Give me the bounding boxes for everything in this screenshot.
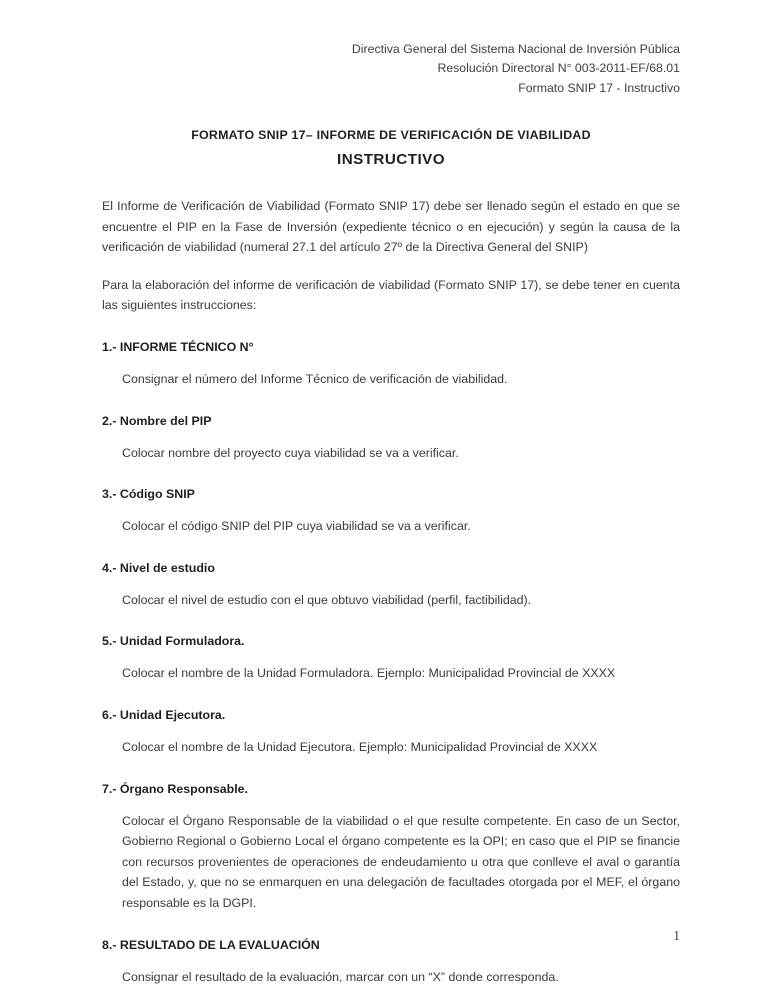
section-7-heading: 7.- Órgano Responsable.	[102, 781, 248, 796]
page-number: 1	[673, 928, 680, 943]
header-line-formato: Formato SNIP 17 - Instructivo	[518, 80, 680, 95]
section-2-body: Colocar nombre del proyecto cuya viabilidad se va a verificar.	[122, 445, 459, 460]
section-8-body: Consignar el resultado de la evaluación, marcar con un “X” donde corresponda.	[122, 969, 559, 984]
title-block	[102, 127, 680, 169]
section-2	[102, 413, 680, 464]
section-5-body: Colocar el nombre de la Unidad Formuladora. Ejemplo: Municipalidad Provincial de XXXX	[122, 666, 616, 681]
section-5	[102, 633, 680, 684]
section-8	[102, 937, 680, 988]
section-4-heading: 4.- Nivel de estudio	[102, 560, 215, 575]
section-6	[102, 707, 680, 758]
section-1	[102, 339, 680, 390]
section-5-heading: 5.- Unidad Formuladora.	[102, 634, 245, 649]
section-6-body: Colocar el nombre de la Unidad Ejecutora. Ejemplo: Municipalidad Provincial de XXXX	[122, 739, 598, 754]
document-title: FORMATO SNIP 17– INFORME DE VERIFICACIÓN DE VIABILIDAD	[191, 128, 591, 142]
header-line-directiva: Directiva General del Sistema Nacional de Inversión Pública	[351, 42, 680, 56]
document-header	[102, 40, 680, 98]
section-1-body: Consignar el número del Informe Técnico de verificación de viabilidad.	[122, 371, 508, 386]
section-2-heading: 2.- Nombre del PIP	[102, 413, 212, 428]
intro-paragraph-1: El Informe de Verificación de Viabilidad (Formato SNIP 17) debe ser llenado según el estado en que se encuentre el PIP en la Fase de Inversión (expediente técnico o en ejecución) y según la causa de la verificación de viabilidad (numeral 27.1 del artículo 27º de la Directiva General del SNIP)	[102, 199, 680, 255]
section-7-body: Colocar el Órgano Responsable de la viabilidad o el que resulte competente. En caso de un Sector, Gobierno Regional o Gobierno Local el órgano competente es la OPI; en caso que el PIP se financie con recursos provenientes de operaciones de endeudamiento u otra que conlleve el aval o garantía del Estado, y, que no se enmarquen en una delegación de facultades otorgada por el MEF, el órgano responsable es la DGPI.	[122, 813, 680, 910]
intro-paragraph-2: Para la elaboración del informe de verificación de viabilidad (Formato SNIP 17), se debe tener en cuenta las siguientes instrucciones:	[102, 277, 680, 313]
document-body	[102, 196, 680, 987]
header-line-resolucion: Resolución Directoral N° 003-2011-EF/68.01	[437, 61, 680, 76]
section-7	[102, 781, 680, 914]
section-8-heading: 8.- RESULTADO DE LA EVALUACIÓN	[102, 937, 320, 952]
section-6-heading: 6.- Unidad Ejecutora.	[102, 707, 226, 722]
section-4	[102, 560, 680, 611]
section-4-body: Colocar el nivel de estudio con el que obtuvo viabilidad (perfil, factibilidad).	[122, 592, 532, 607]
section-3	[102, 486, 680, 537]
document-subtitle: INSTRUCTIVO	[337, 151, 445, 168]
section-3-heading: 3.- Código SNIP	[102, 487, 195, 502]
section-1-heading: 1.- INFORME TÉCNICO N°	[102, 339, 254, 354]
section-3-body: Colocar el código SNIP del PIP cuya viabilidad se va a verificar.	[122, 519, 471, 534]
